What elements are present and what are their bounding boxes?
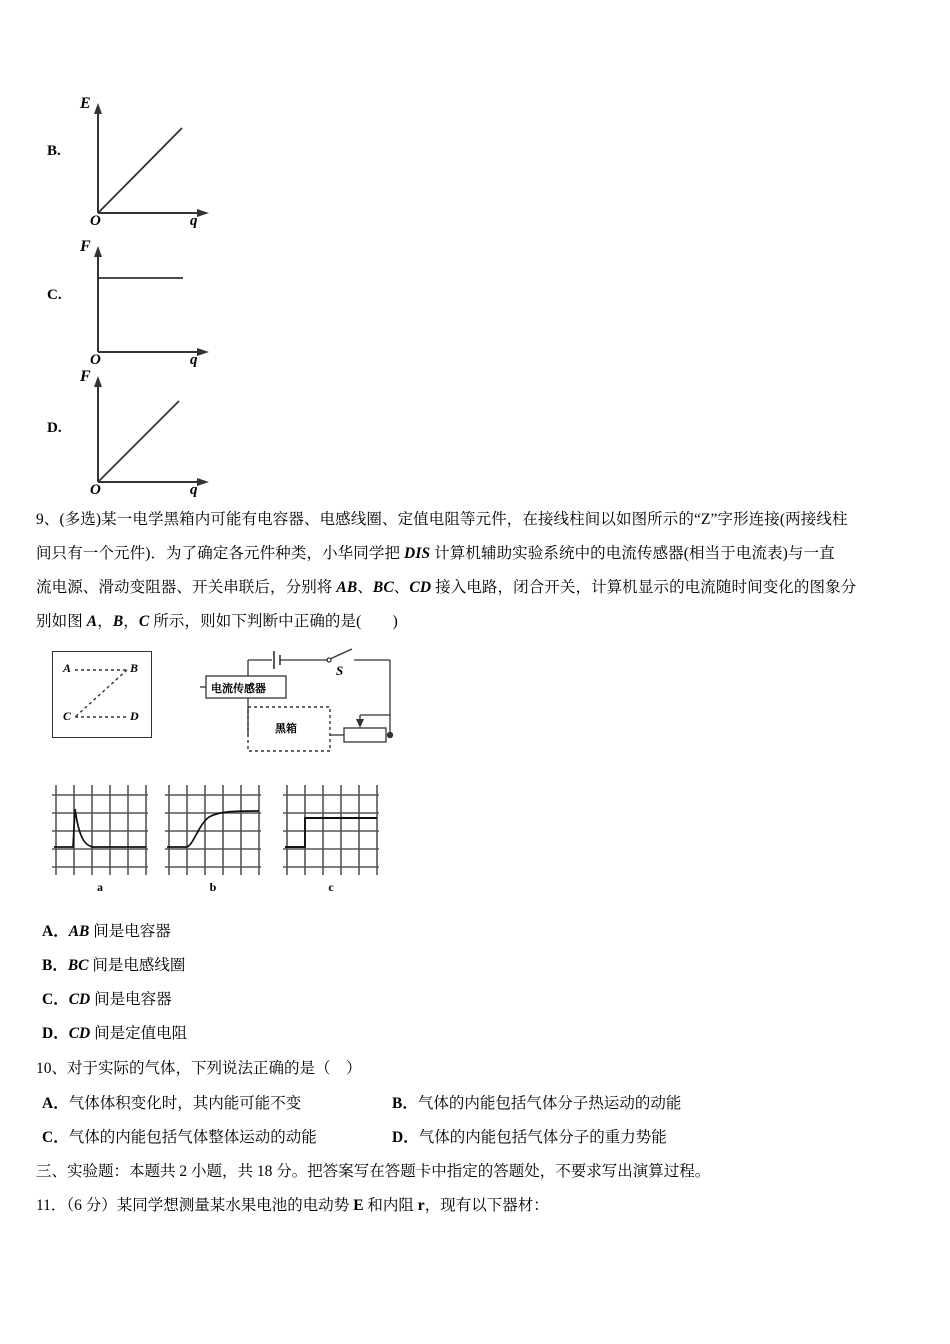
option-b-letter: B. — [47, 143, 61, 159]
graph-d-ylabel: F — [80, 368, 91, 385]
q10-option-d[interactable] — [392, 1125, 667, 1147]
q9-line3-part1: 流电源、滑动变阻器、开关串联后，分别将 — [36, 579, 337, 596]
q10-option-a[interactable] — [42, 1091, 301, 1113]
q9-option-b-letter: B． — [42, 957, 68, 974]
q11-resistance-symbol: r — [417, 1197, 425, 1214]
black-box-label: 黑箱 — [275, 723, 297, 735]
current-time-graph-a — [52, 785, 148, 894]
graph-b-caption: b — [209, 880, 217, 894]
q9-option-d[interactable] — [42, 1021, 187, 1043]
q9-option-d-letter: D． — [42, 1025, 69, 1042]
q10-option-c[interactable] — [42, 1125, 317, 1147]
q9-line-1: 9、(多选)某一电学黑箱内可能有电容器、电感线圈、定值电阻等元件，在接线柱间以如图所示的“Z”字形连接(两接线柱 — [36, 511, 848, 528]
q9-option-c-text: 间是电容器 — [90, 991, 172, 1008]
q11-part5: ，现有以下器材： — [424, 1197, 549, 1214]
q9-line4-part1: 别如图 — [36, 613, 87, 630]
q11-emf-symbol: E — [353, 1197, 364, 1214]
q9-line4-part7: 所示，则如下判断中正确的是( ) — [149, 613, 398, 630]
q9-fig-c: C — [138, 613, 150, 630]
q9-option-d-symbol: CD — [68, 1025, 91, 1042]
terminal-label-c: C — [63, 709, 72, 723]
q9-sep4: ， — [123, 613, 139, 630]
graph-c-ylabel: F — [80, 238, 91, 255]
current-time-graph-c — [283, 785, 379, 894]
question-9-stem — [36, 503, 916, 639]
terminal-label-a: A — [63, 661, 72, 675]
q11-part3: 和内阻 — [363, 1197, 418, 1214]
graph-c — [78, 238, 218, 368]
graph-b-xlabel: q — [190, 213, 198, 229]
terminal-label-d: D — [130, 709, 139, 723]
q9-dis-term: DIS — [404, 545, 431, 562]
q9-line-2 — [36, 537, 916, 571]
q9-option-c-letter: C． — [42, 991, 69, 1008]
question-11-stem — [36, 1193, 549, 1215]
terminal-label-b: B — [130, 661, 139, 675]
q9-option-b-symbol: BC — [67, 957, 89, 974]
q9-term-cd: CD — [409, 579, 432, 596]
q9-sep1: 、 — [357, 579, 373, 596]
q9-term-bc: BC — [372, 579, 394, 596]
q9-option-a-symbol: AB — [68, 923, 90, 940]
graph-d-xlabel: q — [190, 482, 198, 498]
graph-b-origin: O — [90, 213, 101, 229]
q10-option-b[interactable] — [392, 1091, 681, 1113]
current-time-graph-b — [165, 785, 261, 894]
question-10-stem: 10、对于实际的气体，下列说法正确的是（ ） — [36, 1060, 362, 1077]
q10-option-a-text: 气体体积变化时，其内能可能不变 — [68, 1095, 302, 1112]
q9-sep2: 、 — [393, 579, 410, 596]
q10-option-c-letter: C． — [42, 1129, 69, 1146]
q10-option-a-letter: A． — [42, 1095, 69, 1112]
current-sensor-label: 电流传感器 — [211, 683, 266, 695]
q9-term-ab: AB — [336, 579, 358, 596]
q9-sep3: ， — [97, 613, 113, 630]
graph-b-ylabel: E — [80, 95, 91, 112]
graph-c-caption: c — [328, 880, 334, 894]
q9-line-4 — [36, 605, 916, 639]
q9-line2-part3: 计算机辅助实验系统中的电流传感器(相当于电流表)与一直 — [430, 545, 835, 562]
black-box-terminal-figure — [52, 651, 152, 738]
q9-fig-a: A — [86, 613, 98, 630]
q9-option-c-symbol: CD — [68, 991, 91, 1008]
graph-c-xlabel: q — [190, 352, 198, 368]
q9-line2-part1: 间只有一个元件)．为了确定各元件种类，小华同学把 — [36, 545, 405, 562]
q10-option-b-letter: B． — [392, 1095, 418, 1112]
q10-option-d-text: 气体的内能包括气体分子的重力势能 — [418, 1129, 667, 1146]
graph-d — [78, 368, 218, 498]
q9-option-c[interactable] — [42, 987, 172, 1009]
circuit-diagram — [200, 645, 410, 760]
q9-fig-b: B — [112, 613, 124, 630]
option-d-letter: D. — [47, 420, 62, 436]
graph-b — [78, 95, 218, 229]
q9-line3-part7: 接入电路，闭合开关，计算机显示的电流随时间变化的图象分 — [431, 579, 857, 596]
q9-line-3 — [36, 571, 916, 605]
q10-option-b-text: 气体的内能包括气体分子热运动的动能 — [417, 1095, 682, 1112]
option-c-letter: C. — [47, 287, 62, 303]
q9-option-b-text: 间是电感线圈 — [88, 957, 186, 974]
q9-option-a-text: 间是电容器 — [89, 923, 171, 940]
q9-option-b[interactable] — [42, 953, 185, 975]
q11-part1: 11．（6 分）某同学想测量某水果电池的电动势 — [36, 1197, 354, 1214]
graph-d-origin: O — [90, 482, 101, 498]
switch-label: S — [336, 663, 344, 678]
section-3-heading: 三、实验题：本题共 2 小题，共 18 分。把答案写在答题卡中指定的答题处，不要求写出演算过程。 — [36, 1163, 711, 1180]
graph-a-caption: a — [97, 880, 103, 894]
graph-c-origin: O — [90, 352, 101, 368]
q9-option-a-letter: A． — [42, 923, 69, 940]
q9-option-d-text: 间是定值电阻 — [90, 1025, 188, 1042]
q9-option-a[interactable] — [42, 919, 171, 941]
q10-option-d-letter: D． — [392, 1129, 419, 1146]
q10-option-c-text: 气体的内能包括气体整体运动的动能 — [68, 1129, 317, 1146]
